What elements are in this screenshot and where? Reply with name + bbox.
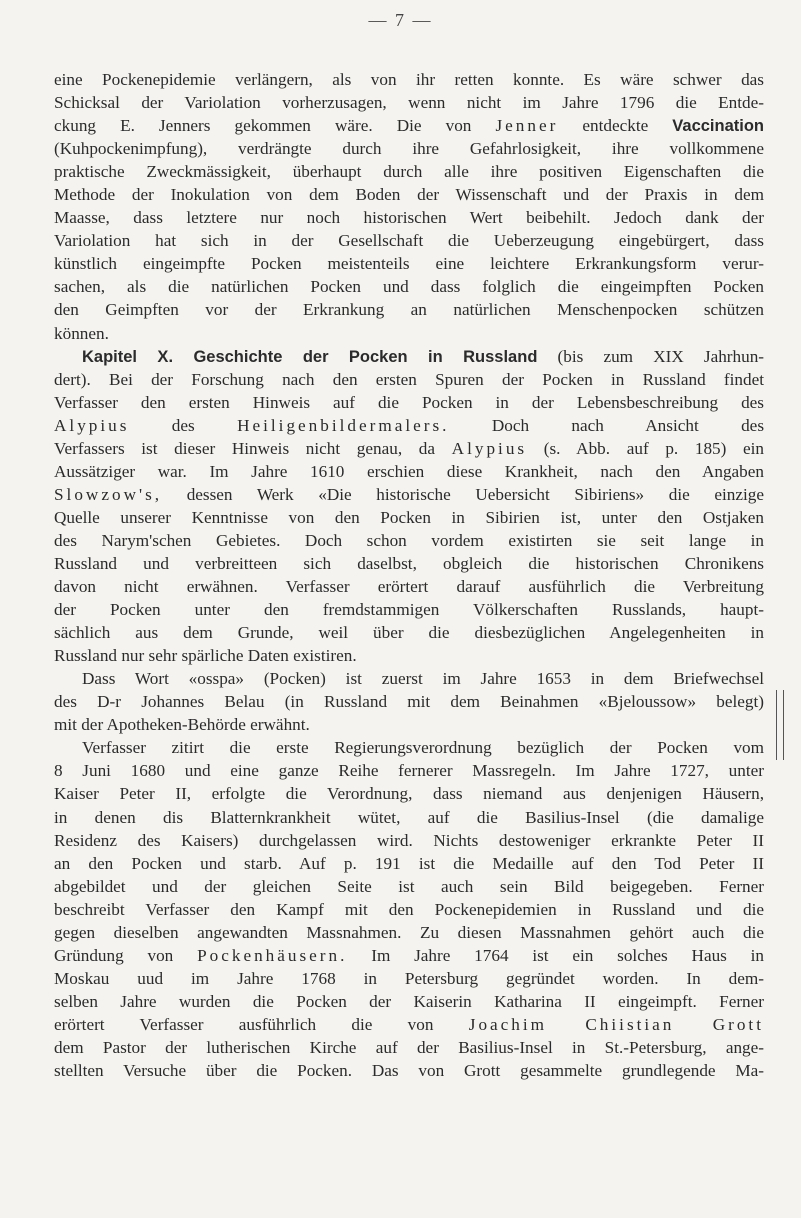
text-line: den Geimpften vor der Erkrankung an natürlichen Menschenpocken schützen: [54, 300, 764, 320]
text-line: in denen dis Blatternkrankheit wütet, auf die Basilius-Insel (die damalige: [54, 807, 764, 827]
text-line: sächlich aus dem Grunde, weil über die diesbezüglichen Angelegenheiten in: [54, 623, 764, 643]
text-line: abgebildet und der gleichen Seite ist auch sein Bild beigegeben. Ferner: [54, 876, 764, 896]
page-number: — 7 —: [368, 10, 433, 30]
text-line: davon nicht erwähnen. Verfasser erörtert darauf ausführlich die Verbreitung: [54, 577, 764, 597]
text-line: mit der Apotheken-Behörde erwähnt.: [54, 715, 310, 735]
chapter-heading: Kapitel X. Geschichte der Pocken in Russland: [82, 347, 538, 366]
term-vaccination: Vaccination: [672, 117, 764, 136]
text-line: der Pocken unter den fremdstammigen Völkerschaften Russlands, haupt-: [54, 600, 764, 620]
text-line: können.: [54, 323, 109, 343]
chapter-heading-line: Kapitel X. Geschichte der Pocken in Russland (bis zum XIX Jahrhun-: [82, 346, 765, 366]
text-line: Aussätziger war. Im Jahre 1610 erschien diese Krankheit, nach den Angaben: [54, 461, 764, 481]
body-text: [54, 68, 764, 1082]
text-line: Russland und verbreitteen sich daselbst, obgleich die historischen Chronikens: [54, 553, 764, 573]
text-line: stellten Versuche über die Pocken. Das von Grott gesammelte grundlegende Ma-: [54, 1061, 764, 1081]
text-line: selben Jahre wurden die Pocken der Kaiserin Katharina II eingeimpft. Ferner: [54, 991, 764, 1011]
text-line: Verfasser zitirt die erste Regierungsverordnung bezüglich der Pocken vom: [82, 738, 764, 758]
text-line: beschreibt Verfasser den Kampf mit den Pockenepidemien in Russland und die: [54, 899, 764, 919]
text-line: eine Pockenepidemie verlängern, als von ihr retten konnte. Es wäre schwer das: [54, 70, 764, 89]
text-line: Methode der Inokulation von dem Boden der Wissenschaft und der Praxis in dem: [54, 185, 764, 205]
text-line: des Narym'schen Gebietes. Doch schon vordem existirten sie seit lange in: [54, 530, 764, 550]
text-line: praktische Zweckmässigkeit, überhaupt durch alle ihre positiven Eigenschaften die: [54, 162, 764, 182]
text-line: dert). Bei der Forschung nach den ersten Spuren der Pocken in Russland findet: [54, 369, 764, 389]
text-line: (Kuhpockenimpfung), verdrängte durch ihre Gefahrlosigkeit, ihre vollkommene: [54, 139, 764, 159]
text-line: gegen dieselben angewandten Massnahmen. Zu diesen Massnahmen gehört auch die: [54, 922, 764, 942]
text-line: Schicksal der Variolation vorherzusagen, wenn nicht im Jahre 1796 die Entde-: [54, 93, 764, 113]
text-line: Verfasser den ersten Hinweis auf die Pocken in der Lebensbeschreibung des: [54, 392, 764, 412]
text-line: an den Pocken und starb. Auf p. 191 ist die Medaille auf den Tod Peter II: [54, 853, 764, 873]
text-line: erörtert Verfasser ausführlich die von Joachim Chiistian Grott: [54, 1014, 764, 1034]
margin-bracket-mark: [776, 690, 784, 760]
text-line: sachen, als die natürlichen Pocken und dass folglich die eingeimpften Pocken: [54, 277, 764, 297]
text-line: Dass Wort «osspa» (Pocken) ist zuerst im Jahre 1653 in dem Briefwechsel: [82, 669, 764, 689]
text-line: Kaiser Peter II, erfolgte die Verordnung, dass niemand aus denjenigen Häusern,: [54, 784, 764, 804]
text-line: ckung E. Jenners gekommen wäre. Die von Jenner entdeckte Vaccination: [54, 116, 764, 136]
text-line: künstlich eingeimpfte Pocken meistenteils eine leichtere Erkrankungsform verur-: [54, 254, 764, 274]
text-line: Variolation hat sich in der Gesellschaft die Ueberzeugung eingebürgert, dass: [54, 231, 764, 251]
text-line: Alypius des Heiligenbildermalers. Doch nach Ansicht des: [54, 415, 765, 435]
spaced-name-jenner: Jenner: [495, 116, 559, 136]
text-line: 8 Juni 1680 und eine ganze Reihe fernerer Massregeln. Im Jahre 1727, unter: [54, 761, 764, 781]
text-line: Residenz des Kaisers) durchgelassen wird. Nichts destoweniger erkrankte Peter II: [54, 830, 764, 850]
text-line: dem Pastor der lutherischen Kirche auf der Basilius-Insel in St.-Petersburg, ange-: [54, 1037, 764, 1057]
text-line: Slowzow's, dessen Werk «Die historische Uebersicht Sibiriens» die einzige: [54, 484, 764, 504]
text-line: Moskau uud im Jahre 1768 in Petersburg gegründet worden. In dem-: [54, 968, 764, 988]
text-line: Maasse, dass letztere nur noch historischen Wert beibehilt. Jedoch dank der: [54, 208, 764, 228]
text-line: Russland nur sehr spärliche Daten existiren.: [54, 646, 357, 666]
text-line: Gründung von Pockenhäusern. Im Jahre 1764 ist ein solches Haus in: [54, 945, 765, 965]
text-line: Quelle unserer Kenntnisse von den Pocken in Sibirien ist, unter den Ostjaken: [54, 507, 764, 527]
text-line: Verfassers ist dieser Hinweis nicht genau, da Alypius (s. Abb. auf p. 185) ein: [54, 438, 765, 458]
text-line: des D-r Johannes Belau (in Russland mit dem Beinahmen «Bjeloussow» belegt): [54, 692, 764, 712]
